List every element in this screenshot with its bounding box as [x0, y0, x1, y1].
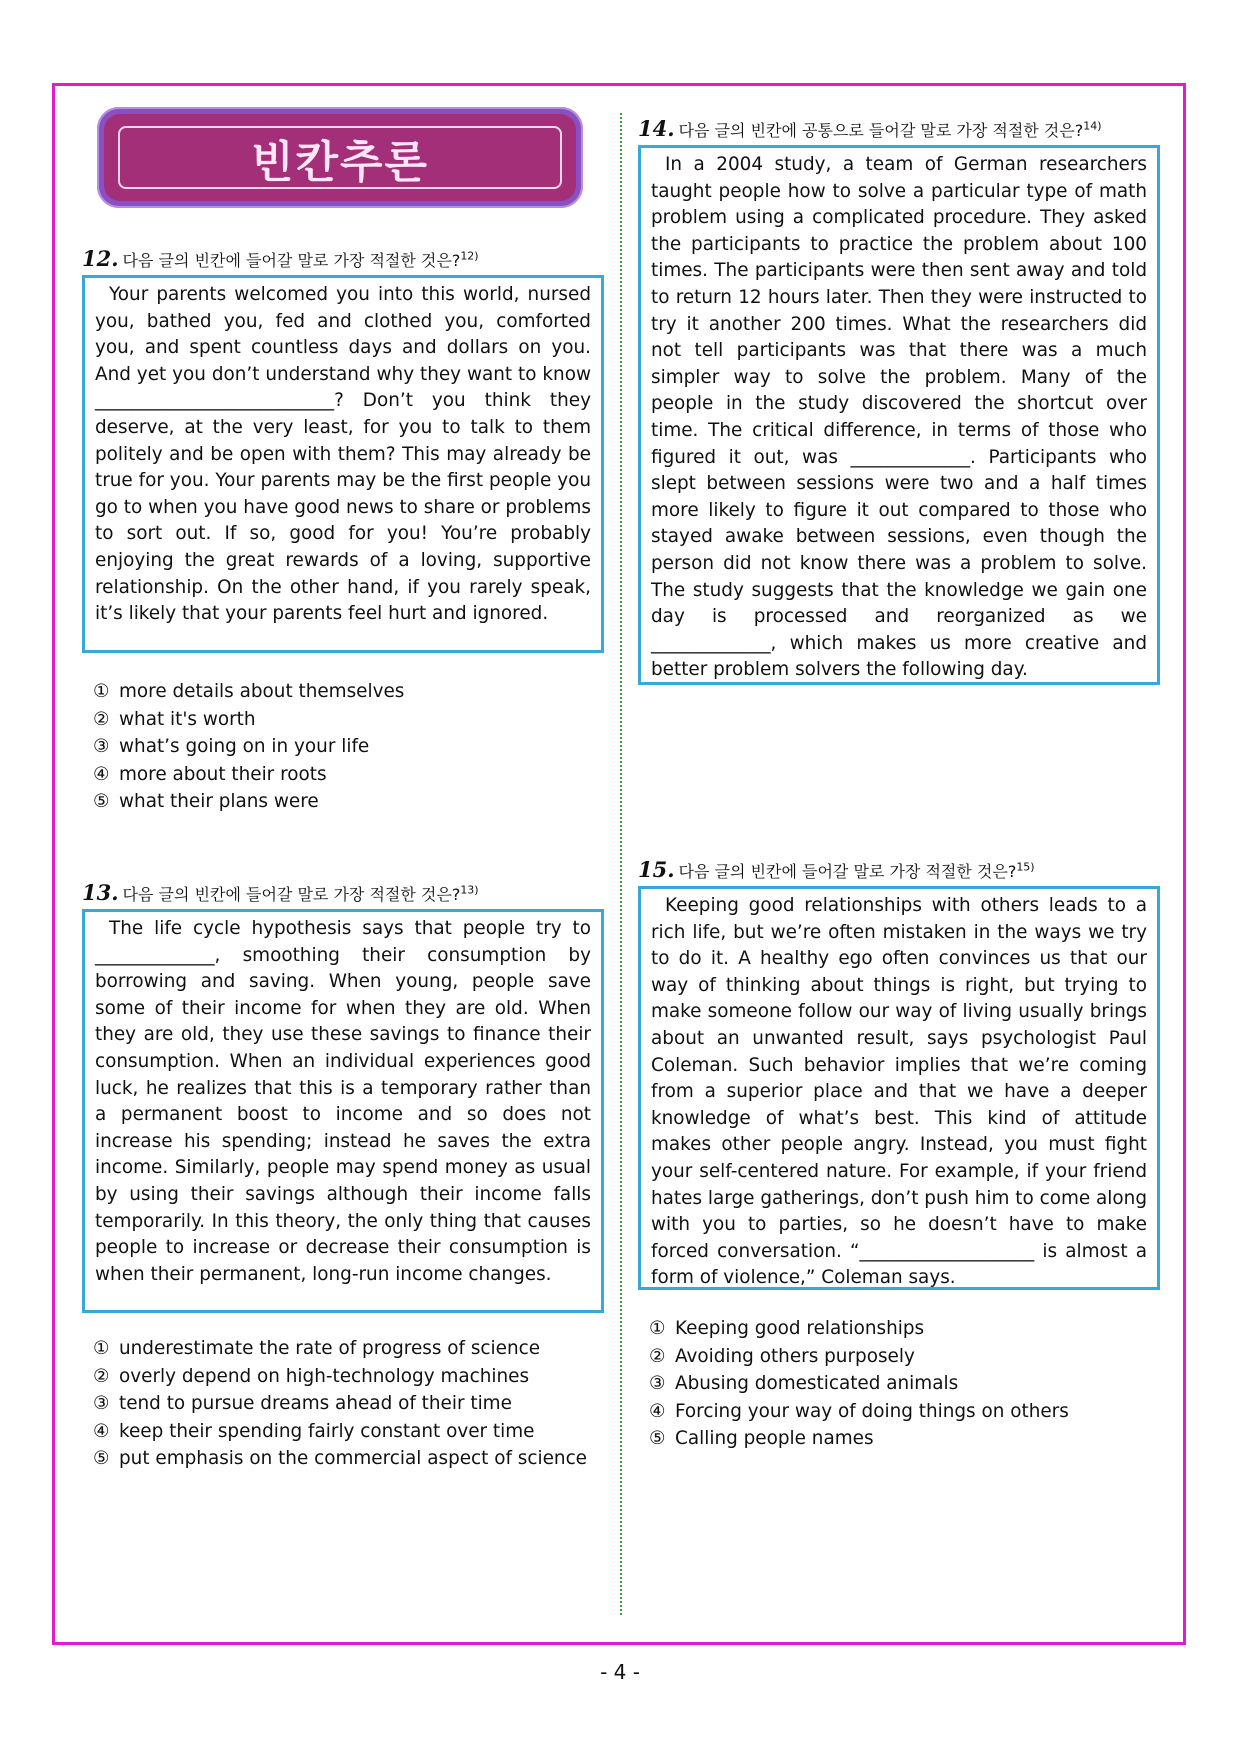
- question-13-passage-box: [82, 909, 604, 1313]
- footnote-mark: 14): [1083, 119, 1102, 133]
- choice-item[interactable]: ⑤ what their plans were: [93, 791, 319, 812]
- choice-item[interactable]: ① underestimate the rate of progress of science: [93, 1338, 541, 1359]
- passage-text: Keeping good relationships with others leads to a rich life, but we’re often mistaken in the ways we try to do it. A healthy ego often convinces us that our way of thinking about things is right, but trying to make someone follow our way of living usually brings about an unwanted result, says psychologist Paul Coleman. Such behavior implies that we’re coming from a superior place and that we have a deeper knowledge of what’s best. This kind of attitude makes other people angry. Instead, you must fight your self-centered nature. For example, if your friend hates large gatherings, don’t push him to come along with you to parties, so he doesn’t have to make forced conversation. “___________________ is almost a form of violence,” Coleman says.: [651, 895, 1147, 1289]
- choice-item[interactable]: ④ more about their roots: [93, 763, 327, 785]
- choice-item[interactable]: ② Avoiding others purposely: [649, 1345, 915, 1367]
- question-number: 13.: [82, 880, 119, 905]
- footnote-mark: 13): [460, 883, 479, 897]
- choice-item[interactable]: ① more details about themselves: [93, 681, 405, 702]
- footnote-mark: 12): [460, 249, 479, 263]
- choice-item[interactable]: ③ Abusing domesticated animals: [649, 1373, 959, 1394]
- question-prompt: 다음 글의 빈칸에 들어갈 말로 가장 적절한 것은?: [122, 251, 461, 270]
- choice-item[interactable]: ③ what’s going on in your life: [93, 736, 370, 757]
- question-13-choices: [93, 1335, 587, 1473]
- question-number: 12.: [82, 246, 119, 271]
- question-prompt: 다음 글의 빈칸에 들어갈 말로 가장 적절한 것은?: [678, 862, 1017, 881]
- passage-text: Your parents welcomed you into this world, nursed you, bathed you, fed and clothed you, comforted you, and spent countless days and dollars on you. And yet you don’t understand why they want to know __________________________? Don’t you think they deserve, at the very least, for you to talk to them politely and be open with them? This may already be true for you. Your parents may be the first people you go to when you have good news to share or problems to sort out. If so, good for you! You’re probably enjoying the great rewards of a loving, supportive relationship. On the other hand, if you rarely speak, it’s likely that your parents feel hurt and ignored.: [95, 284, 591, 625]
- footnote-mark: 15): [1016, 860, 1035, 874]
- question-14-passage-box: [638, 145, 1160, 685]
- choice-item[interactable]: ② what it's worth: [93, 708, 256, 730]
- question-15-choices: [649, 1315, 1069, 1453]
- question-12-choices: [93, 678, 404, 816]
- page-number: - 4 -: [600, 1660, 640, 1684]
- question-prompt: 다음 글의 빈칸에 들어갈 말로 가장 적절한 것은?: [122, 885, 461, 904]
- question-12-passage-box: [82, 275, 604, 653]
- choice-item[interactable]: ③ tend to pursue dreams ahead of their time: [93, 1393, 512, 1414]
- question-13-header: [82, 880, 479, 905]
- column-divider: [620, 113, 622, 1615]
- choice-item[interactable]: ② overly depend on high-technology machines: [93, 1365, 530, 1387]
- choice-item[interactable]: ⑤ Calling people names: [649, 1428, 874, 1449]
- question-14-header: [638, 116, 1102, 141]
- question-12-header: [82, 246, 479, 271]
- question-prompt: 다음 글의 빈칸에 공통으로 들어갈 말로 가장 적절한 것은?: [678, 121, 1084, 140]
- section-title-badge: [97, 107, 583, 208]
- question-number: 14.: [638, 116, 675, 141]
- question-15-passage-box: [638, 886, 1160, 1290]
- passage-text: The life cycle hypothesis says that people try to _____________, smoothing their consumption by borrowing and saving. When young, people save some of their income for when they are old. When they are old, they use these savings to finance their consumption. When an individual experiences good luck, he realizes that this is a temporary rather than a permanent boost to income and so does not increase his spending; instead he saves the extra income. Similarly, people may spend money as usual by using their savings although their income falls temporarily. In this theory, the only thing that causes people to increase or decrease their consumption is when their permanent, long-run income changes.: [95, 918, 591, 1285]
- choice-item[interactable]: ① Keeping good relationships: [649, 1318, 925, 1339]
- question-15-header: [638, 857, 1035, 882]
- passage-text: In a 2004 study, a team of German researchers taught people how to solve a particular type of math problem using a complicated procedure. They asked the participants to practice the problem about 100 times. The participants were then sent away and told to return 12 hours later. Then they were instructed to try it another 200 times. What the researchers did not tell participants was that there was a much simpler way to solve the problem. Many of the people in the study discovered the shortcut over time. The critical difference, in terms of those who figured it out, was _____________. Participants who slept between sessions were two and a half times more likely to figure it out compared to those who stayed awake between sessions, even though the person did not know there was a problem to solve. The study suggests that the knowledge we gain one day is processed and reorganized as we _____________, which makes us more creative and better problem solvers the following day.: [651, 154, 1147, 681]
- choice-item[interactable]: ⑤ put emphasis on the commercial aspect of science: [93, 1448, 588, 1469]
- choice-item[interactable]: ④ keep their spending fairly constant over time: [93, 1420, 535, 1442]
- question-number: 15.: [638, 857, 675, 882]
- section-title: 빈칸추론: [250, 136, 429, 188]
- choice-item[interactable]: ④ Forcing your way of doing things on others: [649, 1400, 1069, 1422]
